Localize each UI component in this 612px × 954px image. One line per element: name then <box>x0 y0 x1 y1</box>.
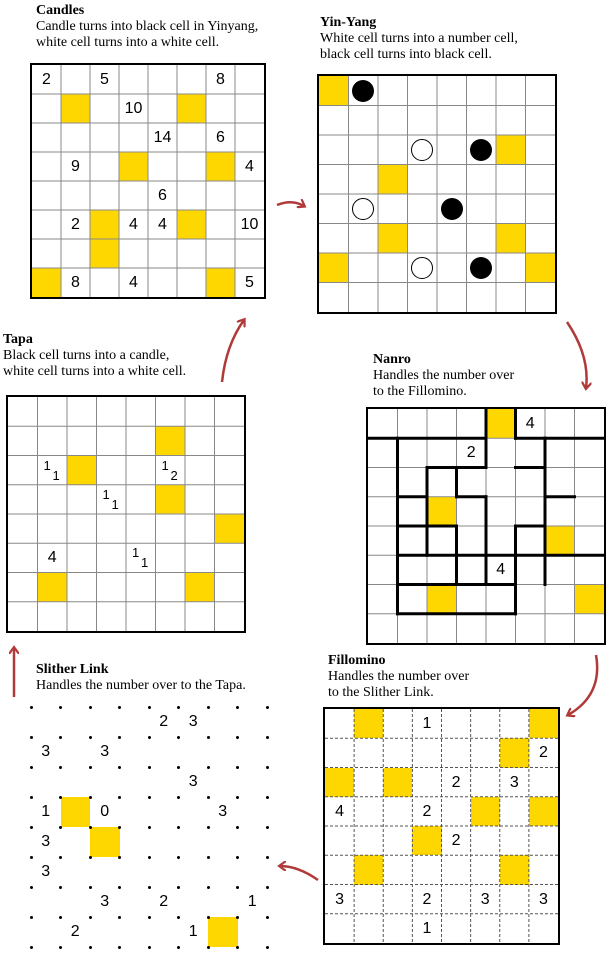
nanro-desc-2: to the Fillomino. <box>373 384 467 399</box>
candles-title: Candles <box>36 3 85 18</box>
candles-number: 10 <box>124 100 143 117</box>
tapa-desc-2: white cell turns into a white cell. <box>3 364 187 379</box>
fillomino-desc-1: Handles the number over <box>328 669 470 684</box>
slither-number: 0 <box>100 803 110 820</box>
tapa-clue-digit: 1 <box>161 457 169 473</box>
slither-number: 3 <box>41 863 51 880</box>
slither-number: 1 <box>247 893 257 910</box>
fillomino-number: 1 <box>422 919 432 937</box>
slither-desc-1: Handles the number over to the Tapa. <box>36 678 246 693</box>
fillomino-number: 2 <box>422 890 432 908</box>
candles-desc-1: Candle turns into black cell in Yinyang, <box>36 19 259 34</box>
nanro-desc-1: Handles the number over <box>373 368 515 383</box>
fillomino-number: 4 <box>335 802 345 820</box>
fillomino-desc-2: to the Slither Link. <box>328 685 434 700</box>
candles-number: 4 <box>158 216 167 233</box>
candles-number: 5 <box>100 71 109 88</box>
candles-desc-2: white cell turns into a white cell. <box>36 35 220 50</box>
fillomino-number: 3 <box>538 890 548 908</box>
nanro-number: 2 <box>466 444 476 462</box>
slither-number: 1 <box>188 923 198 940</box>
tapa-clue-digit: 2 <box>170 467 178 483</box>
fillomino-number: 3 <box>480 890 490 908</box>
fillomino-number: 2 <box>422 802 432 820</box>
tapa-clue-digit: 1 <box>141 555 149 571</box>
candles-number: 14 <box>153 129 172 146</box>
arrow-tapa-to-candles <box>222 320 244 382</box>
slither-number: 2 <box>159 893 169 910</box>
slither-number: 3 <box>188 773 198 790</box>
arrow-nanro-to-fillomino <box>568 655 597 715</box>
candles-number: 8 <box>71 274 80 291</box>
slither-number: 3 <box>188 713 198 730</box>
slither-number: 3 <box>41 743 51 760</box>
fillomino-number: 2 <box>538 744 548 762</box>
slither-number: 3 <box>100 743 110 760</box>
candles-number: 2 <box>71 216 80 233</box>
candles-number: 6 <box>216 129 225 146</box>
candles-number: 4 <box>129 216 138 233</box>
tapa-clue-digit: 1 <box>111 496 119 512</box>
candles-number: 9 <box>71 158 80 175</box>
slither-number: 2 <box>159 713 169 730</box>
tapa-clue-digit: 1 <box>43 457 51 473</box>
slither-number: 2 <box>70 923 80 940</box>
arrow-candles-to-yinyang <box>277 202 304 206</box>
tapa-clue-digit: 1 <box>52 467 60 483</box>
candles-number: 4 <box>129 274 138 291</box>
arrow-yinyang-to-nanro <box>567 322 587 388</box>
slither-number: 1 <box>41 803 51 820</box>
yinyang-title: Yin-Yang <box>320 15 377 30</box>
tapa-title: Tapa <box>3 332 33 347</box>
candles-number: 5 <box>245 274 254 291</box>
fillomino-number: 2 <box>451 832 461 849</box>
fillomino-number: 1 <box>422 715 432 732</box>
tapa-clue-digit: 1 <box>132 545 140 561</box>
tapa-number: 4 <box>47 549 57 567</box>
candles-number: 10 <box>240 216 259 233</box>
fillomino-number: 3 <box>509 773 519 791</box>
fillomino-title: Fillomino <box>328 653 386 668</box>
fillomino-number: 2 <box>451 773 461 791</box>
yinyang-desc-2: black cell turns into black cell. <box>320 47 492 62</box>
nanro-title: Nanro <box>373 352 411 367</box>
nanro-number: 4 <box>525 415 535 432</box>
candles-number: 6 <box>158 187 167 204</box>
arrow-fillomino-to-slither <box>280 866 318 880</box>
tapa-clue-digit: 1 <box>102 486 110 502</box>
candles-number: 8 <box>216 71 225 88</box>
candles-number: 2 <box>42 71 51 88</box>
slither-number: 3 <box>100 893 110 910</box>
slither-title: Slither Link <box>36 662 109 677</box>
candles-number: 4 <box>245 158 254 175</box>
slither-number: 3 <box>218 803 228 820</box>
slither-number: 3 <box>41 833 51 850</box>
nanro-number: 4 <box>496 561 506 579</box>
fillomino-number: 3 <box>335 890 345 908</box>
tapa-desc-1: Black cell turns into a candle, <box>3 348 170 363</box>
yinyang-desc-1: White cell turns into a number cell, <box>320 31 518 46</box>
